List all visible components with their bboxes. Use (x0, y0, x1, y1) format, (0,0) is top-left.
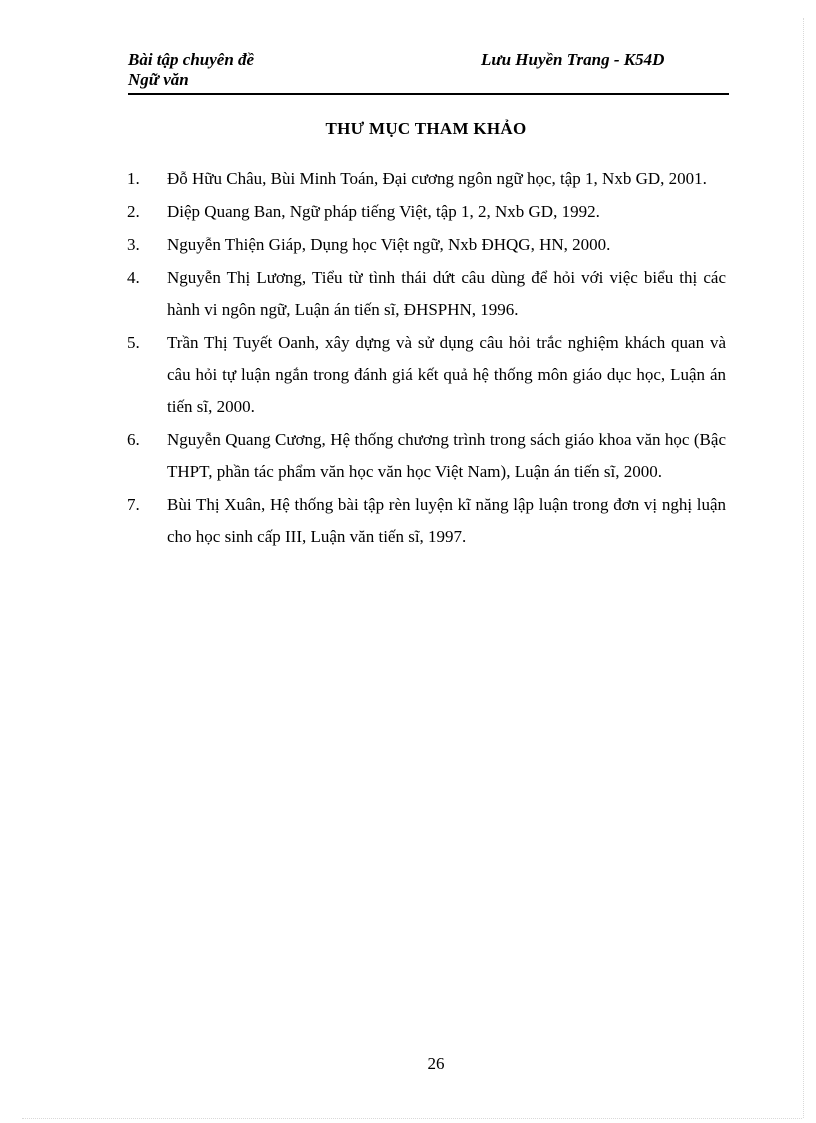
reference-text: Đỗ Hữu Châu, Bùi Minh Toán, Đại cương ngôn ngữ học, tập 1, Nxb GD, 2001. (167, 169, 707, 188)
reference-text: Bùi Thị Xuân, Hệ thống bài tập rèn luyện kĩ năng lập luận trong đơn vị nghị luận cho học sinh cấp III, Luận văn tiến sĩ, 1997. (167, 495, 726, 546)
reference-text: Trần Thị Tuyết Oanh, xây dựng và sử dụng câu hỏi trắc nghiệm khách quan và câu hỏi tự luận ngắn trong đánh giá kết quả hệ thống môn giáo dục học, Luận án tiến sĩ, 2000. (167, 333, 726, 416)
reference-text: Nguyễn Thiện Giáp, Dụng học Việt ngữ, Nxb ĐHQG, HN, 2000. (167, 235, 611, 254)
reference-number: 5. (127, 333, 140, 352)
reference-number: 6. (127, 430, 140, 449)
reference-text: Nguyễn Thị Lương, Tiểu từ tình thái dứt câu dùng để hỏi với việc biểu thị các hành vi ngôn ngữ, Luận án tiến sĩ, ĐHSPHN, 1996. (167, 268, 726, 319)
header-course-line2: Ngữ văn (128, 70, 189, 89)
reference-item (127, 196, 726, 228)
header-author: Lưu Huyền Trang - K54D (481, 50, 665, 69)
reference-number: 3. (127, 235, 140, 254)
page-number: 26 (427, 1054, 445, 1073)
reference-number: 2. (127, 202, 140, 221)
reference-list (127, 163, 726, 554)
reference-item (127, 163, 726, 195)
page-edge-right (802, 18, 804, 1118)
reference-item (127, 424, 726, 488)
reference-number: 1. (127, 169, 140, 188)
header-divider (128, 93, 729, 95)
header-course-line1: Bài tập chuyên đề (128, 50, 255, 69)
reference-item (127, 229, 726, 261)
reference-item (127, 262, 726, 326)
reference-text: Diệp Quang Ban, Ngữ pháp tiếng Việt, tập 1, 2, Nxb GD, 1992. (167, 202, 600, 221)
reference-text: Nguyễn Quang Cương, Hệ thống chương trình trong sách giáo khoa văn học (Bậc THPT, phần tác phẩm văn học văn học Việt Nam), Luận án tiến sĩ, 2000. (167, 430, 726, 481)
reference-number: 4. (127, 268, 140, 287)
page-edge-bottom (22, 1117, 802, 1119)
reference-item (127, 489, 726, 553)
reference-item (127, 327, 726, 423)
page-title: THƯ MỤC THAM KHẢO (325, 119, 527, 138)
header-course (128, 50, 388, 90)
reference-number: 7. (127, 495, 140, 514)
